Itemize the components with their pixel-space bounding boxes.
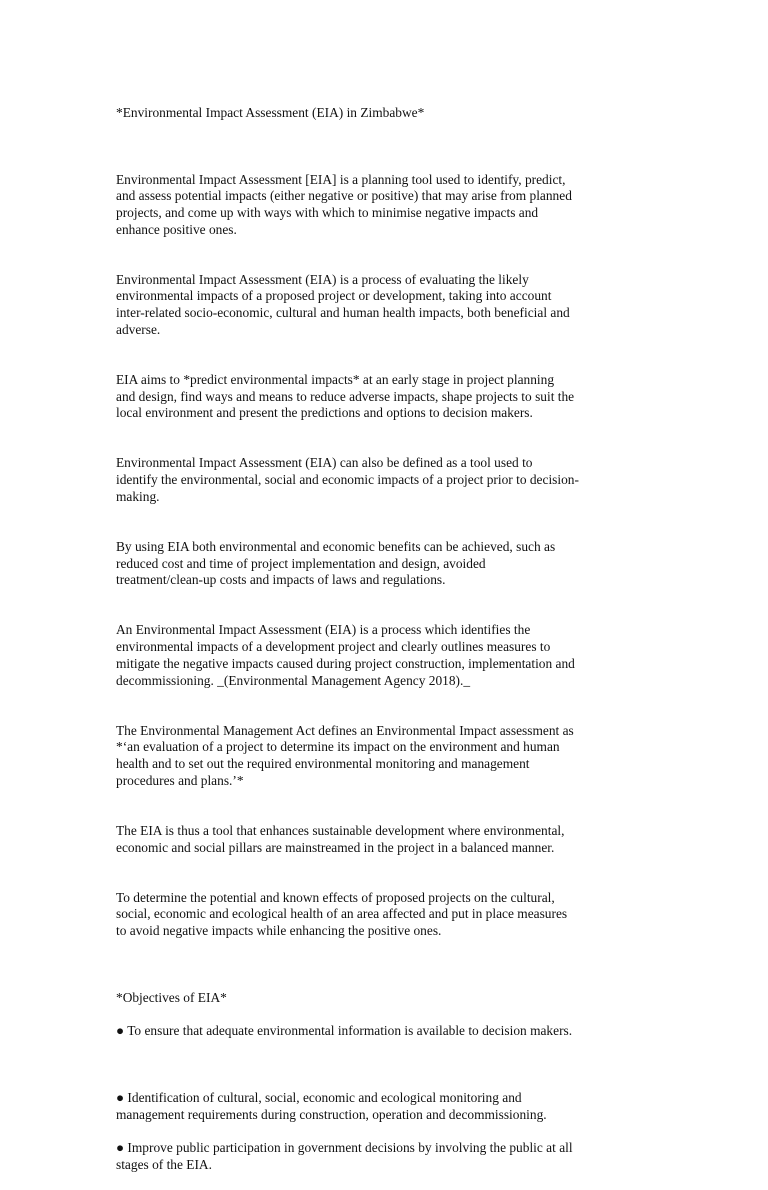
objective-item: ● Improve public participation in government decisions by involving the public at all stages of the EIA. <box>116 1140 573 1172</box>
paragraph-eia-act: The Environmental Management Act defines an Environmental Impact assessment as *‘an evaluation of a project to determine its impact on the environment and human health and to set out the required environmental monitoring and management procedures and plans.’* <box>116 722 574 788</box>
paragraph-eia-effects: To determine the potential and known effects of proposed projects on the cultural, social, economic and ecological health of an area affected and put in place measures to avoid negative impacts while enhancing the positive ones. <box>116 889 568 939</box>
objective-item: ● To ensure that adequate environmental information is available to decision makers. <box>116 1023 573 1039</box>
paragraph-eia-benefits: By using EIA both environmental and economic benefits can be achieved, such as reduced cost and time of project implementation and design, avoided treatment/clean-up costs and impacts of laws and regulations. <box>116 538 556 588</box>
paragraph-eia-tool: Environmental Impact Assessment (EIA) can also be defined as a tool used to identify the environmental, social and economic impacts of a project prior to decision- making. <box>116 455 579 504</box>
objective-gap <box>116 1057 656 1074</box>
document-title: *Environmental Impact Assessment (EIA) in Zimbabwe* <box>116 104 425 120</box>
document-body <box>116 88 656 1190</box>
objective-item: ● Identification of cultural, social, economic and ecological monitoring and management requirements during construction, operation and decommissioning. <box>116 1090 547 1122</box>
paragraph-eia-sustainable: The EIA is thus a tool that enhances sustainable development where environmental, economic and social pillars are mainstreamed in the project in a balanced manner. <box>116 822 565 855</box>
paragraph-eia-ema: An Environmental Impact Assessment (EIA) is a process which identifies the environmental impacts of a development project and clearly outlines measures to mitigate the negative impacts caused during project construction, implementation and decommissioning. _(Environmental Management Agency 2018)._ <box>116 622 575 688</box>
objectives-heading: *Objectives of EIA* <box>116 989 227 1005</box>
paragraph-eia-aims: EIA aims to *predict environmental impacts* at an early stage in project planning and design, find ways and means to reduce adverse impacts, shape projects to suit the local environment and present the predictions and options to decision makers. <box>116 371 575 421</box>
paragraph-eia-process: Environmental Impact Assessment (EIA) is a process of evaluating the likely environmental impacts of a proposed project or development, taking into account inter-related socio-economic, cultural and human health impacts, both beneficial and adverse. <box>116 271 570 337</box>
paragraph-eia-definition: Environmental Impact Assessment [EIA] is a planning tool used to identify, predict, and assess potential impacts (either negative or positive) that may arise from planned projects, and come up with ways with which to minimise negative impacts and enhance positive ones. <box>116 171 572 237</box>
